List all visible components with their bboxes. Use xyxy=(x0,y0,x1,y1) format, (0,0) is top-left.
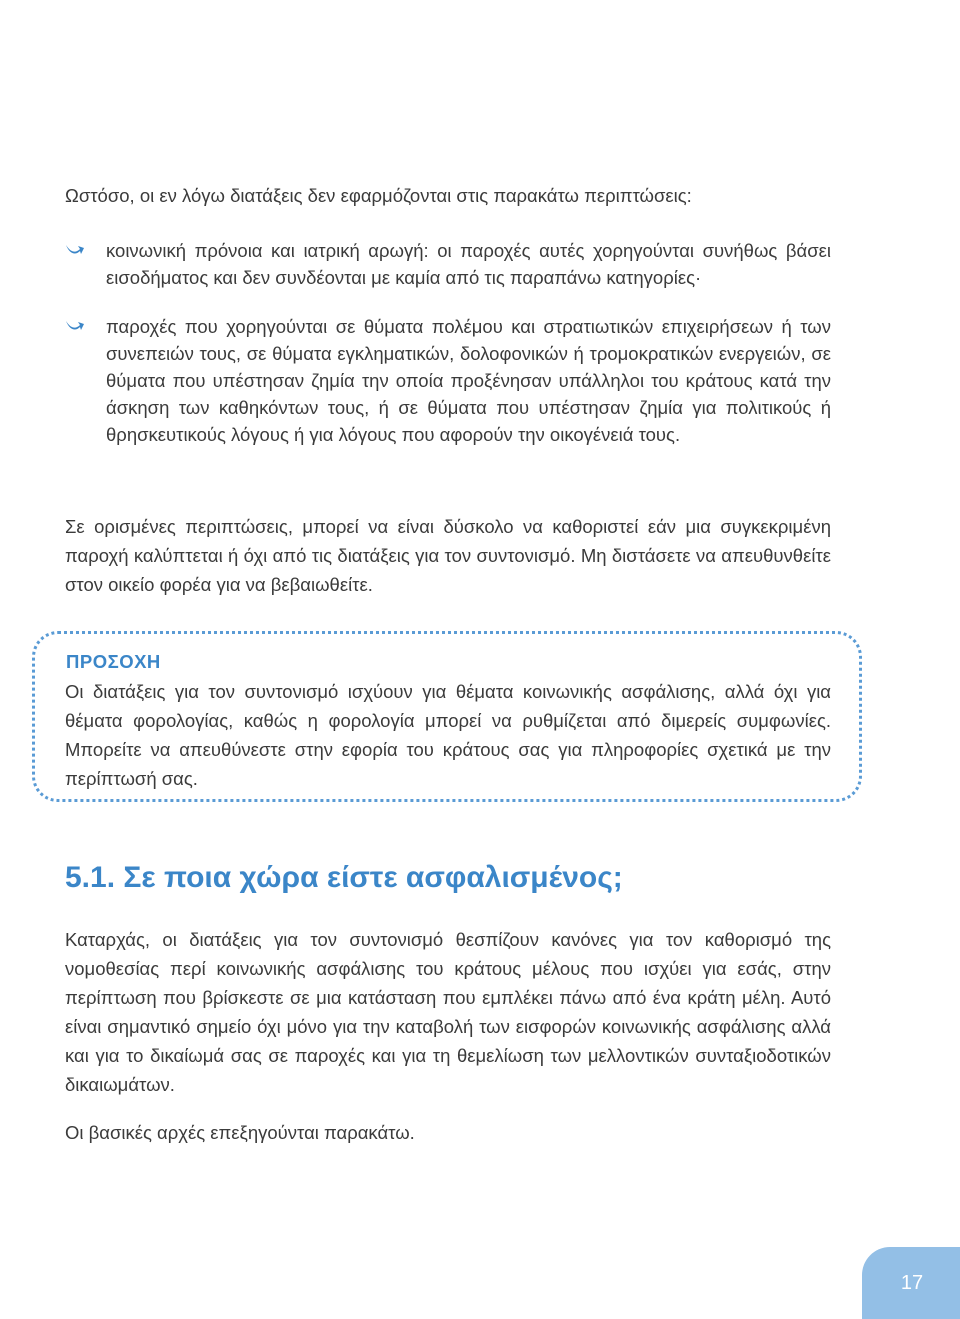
list-item-text: κοινωνική πρόνοια και ιατρική αρωγή: οι παροχές αυτές χορηγούνται συνήθως βάσει εισοδήματος και δεν συνδέονται με καμία από τις παραπάνω κατηγορίες· xyxy=(106,240,831,288)
arrow-bullet-icon xyxy=(65,243,85,257)
section-paragraph: Καταρχάς, οι διατάξεις για τον συντονισμό θεσπίζουν κανόνες για τον καθορισμό της νομοθεσίας περί κοινωνικής ασφάλισης του κράτους μέλους που ισχύει για εσάς, στην περίπτωση που βρίσκεστε σε μια κατάσταση που εμπλέκει πάνω από ένα κράτη μέλη. Αυτό είναι σημαντικό σημείο όχι μόνο για την καταβολή των εισφορών κοινωνικής ασφάλισης αλλά και για το δικαίωμά σας σε παροχές και για τη θεμελίωση των μελλοντικών συνταξιοδοτικών δικαιωμάτων. xyxy=(65,929,831,1095)
arrow-bullet-icon xyxy=(65,319,85,333)
list-item-text: παροχές που χορηγούνται σε θύματα πολέμου και στρατιωτικών επιχειρήσεων ή των συνεπειών τους, σε θύματα εγκληματικών, δολοφονικών ή τρομοκρατικών ενεργειών, σε θύματα που υπέστησαν ζημία την οποία προξένησαν υπάλληλοι του κράτους κατά την άσκηση των καθηκόντων τους, ή σε θύματα που υπέστησαν ζημία για πολιτικούς ή θρησκευτικούς λόγους ή για λόγους που αφορούν την οικογένειά τους. xyxy=(106,316,831,445)
paragraph-coordination-scope: Σε ορισμένες περιπτώσεις, μπορεί να είναι δύσκολο να καθοριστεί εάν μια συγκεκριμένη παροχή καλύπτεται ή όχι από τις διατάξεις για τον συντονισμό. Μη διστάσετε να απευθυνθείτε στον οικείο φορέα για να βεβαιωθείτε. xyxy=(65,516,831,595)
intro-text: Ωστόσο, οι εν λόγω διατάξεις δεν εφαρμόζονται στις παρακάτω περιπτώσεις: xyxy=(65,185,692,206)
exceptions-list xyxy=(65,237,831,470)
notice-text: Οι διατάξεις για τον συντονισμό ισχύουν για θέματα κοινωνικής ασφάλισης, αλλά όχι για θέματα φορολογίας, καθώς η φορολογία μπορεί να ρυθμίζεται από διμερείς συμφωνίες. Μπορείτε να απευθύνεστε στην εφορία του κράτους σας για πληροφορίες σχετικά με την περίπτωσή σας. xyxy=(65,681,831,789)
section-heading: 5.1. Σε ποια χώρα είστε ασφαλισμένος; xyxy=(65,861,623,894)
page-number: 17 xyxy=(900,1272,924,1294)
list-item xyxy=(65,313,831,448)
list-item xyxy=(65,237,831,291)
section-closing: Οι βασικές αρχές επεξηγούνται παρακάτω. xyxy=(65,1122,415,1143)
notice-title: ΠΡΟΣΟΧΗ xyxy=(66,651,161,672)
